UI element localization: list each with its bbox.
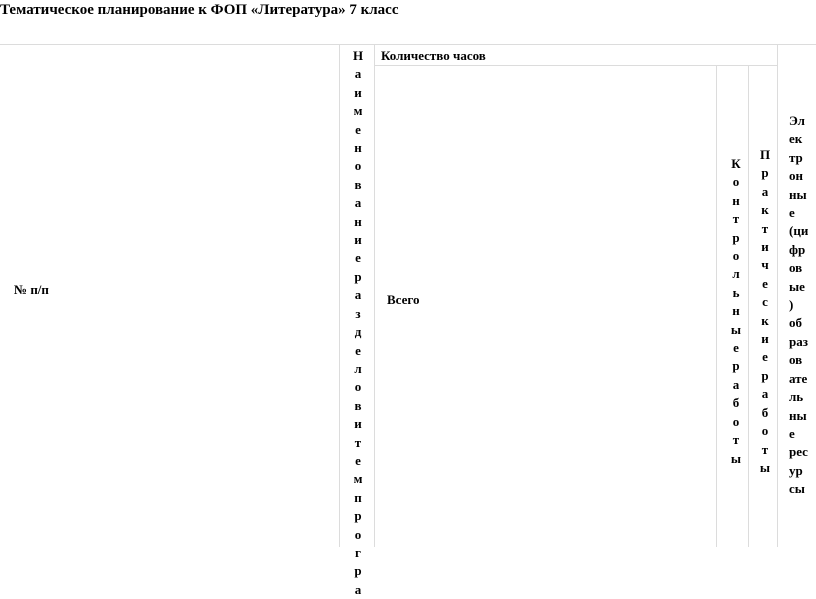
section-header-letter: н	[354, 140, 362, 156]
resources-header-line: ны	[789, 186, 807, 202]
col-divider-4	[748, 65, 749, 547]
resources-header-line: (ци	[789, 223, 809, 239]
resources-header-line: ны	[789, 407, 807, 423]
practice-header-letter: б	[761, 404, 769, 420]
tests-header-letter: о	[732, 248, 740, 264]
header-digital-resources	[789, 112, 816, 499]
header-total: Всего	[387, 292, 420, 307]
section-header-letter: о	[354, 526, 362, 542]
section-header-letter: а	[354, 66, 362, 82]
section-header-letter: м	[353, 103, 363, 119]
section-header-letter: п	[354, 489, 362, 505]
practice-header-letter: с	[762, 294, 768, 310]
section-header-letter: т	[354, 434, 362, 450]
header-practice	[757, 146, 773, 477]
section-header-letter: а	[354, 581, 362, 597]
section-header-letter: р	[354, 268, 362, 284]
practice-header-letter: к	[761, 202, 769, 218]
resources-header-line: ов	[789, 260, 803, 276]
section-header-letter: о	[354, 379, 362, 395]
tests-header-letter: о	[732, 174, 740, 190]
section-header-letter: р	[354, 563, 362, 579]
resources-header-line: рес	[789, 444, 808, 460]
section-header-letter: з	[355, 305, 361, 321]
section-header-letter: н	[354, 213, 362, 229]
section-header-letter: о	[354, 158, 362, 174]
section-header-letter: а	[354, 287, 362, 303]
resources-header-line: ые	[789, 278, 805, 294]
tests-header-letter: л	[732, 266, 740, 282]
resources-header-line: ль	[789, 389, 804, 405]
resources-header-line: Эл	[789, 113, 805, 128]
section-header-letter: е	[355, 452, 361, 468]
tests-header-letter: К	[731, 156, 741, 171]
tests-header-letter: т	[732, 432, 740, 448]
section-header-letter: и	[354, 416, 362, 432]
practice-header-letter: а	[761, 183, 769, 199]
table-top-border	[0, 44, 816, 45]
resources-header-line: фр	[789, 241, 806, 257]
header-hours: Количество часов	[381, 48, 486, 63]
col-divider-1	[339, 44, 340, 547]
tests-header-letter: н	[732, 192, 740, 208]
section-header-letter: р	[354, 508, 362, 524]
practice-header-letter: о	[761, 423, 769, 439]
tests-header-letter: е	[733, 340, 739, 356]
header-number: № п/п	[14, 282, 49, 297]
tests-header-letter: р	[732, 229, 740, 245]
section-header-letter: г	[355, 544, 361, 560]
practice-header-letter: ы	[759, 459, 771, 475]
practice-header-letter: е	[762, 349, 768, 365]
resources-header-line: ур	[789, 462, 803, 478]
section-header-letter: Н	[352, 48, 364, 63]
tests-header-letter: т	[732, 211, 740, 227]
section-header-letter: е	[355, 250, 361, 266]
col-divider-2	[374, 44, 375, 547]
section-header-letter: м	[353, 471, 363, 487]
resources-header-line: он	[789, 168, 803, 184]
resources-header-line: тр	[789, 149, 803, 165]
tests-header-letter: о	[732, 413, 740, 429]
practice-header-letter: ч	[761, 257, 769, 273]
resources-header-line: ек	[789, 131, 803, 147]
section-header-letter: и	[354, 84, 362, 100]
section-header-letter: в	[354, 176, 362, 192]
section-header-letter: в	[354, 397, 362, 413]
resources-header-line: об	[789, 315, 802, 331]
header-section-name	[350, 47, 366, 599]
practice-header-letter: и	[761, 331, 769, 347]
resources-header-line: сы	[789, 481, 805, 497]
practice-header-letter: т	[761, 220, 769, 236]
section-header-letter: и	[354, 232, 362, 248]
practice-header-letter: т	[761, 441, 769, 457]
tests-header-letter: ы	[730, 321, 742, 337]
practice-header-letter: е	[762, 275, 768, 291]
resources-header-line: )	[789, 297, 794, 313]
section-header-letter: л	[354, 360, 362, 376]
header-tests	[728, 155, 744, 468]
tests-header-letter: ь	[732, 284, 740, 300]
tests-header-letter: ы	[730, 450, 742, 466]
col-divider-3	[716, 65, 717, 547]
practice-header-letter: р	[761, 367, 769, 383]
resources-header-line: е	[789, 425, 795, 441]
practice-header-letter: к	[761, 312, 769, 328]
resources-header-line: е	[789, 205, 795, 221]
tests-header-letter: р	[732, 358, 740, 374]
resources-header-line: ов	[789, 352, 803, 368]
page-title: Тематическое планирование к ФОП «Литература» 7 класс	[0, 2, 399, 18]
section-header-letter: а	[354, 195, 362, 211]
practice-header-letter: а	[761, 386, 769, 402]
section-header-letter: д	[354, 324, 362, 340]
tests-header-letter: б	[732, 395, 740, 411]
section-header-letter: е	[355, 121, 361, 137]
practice-header-letter: П	[759, 147, 771, 162]
practice-header-letter: р	[761, 165, 769, 181]
tests-header-letter: а	[732, 376, 740, 392]
section-header-letter: е	[355, 342, 361, 358]
col-divider-5	[777, 44, 778, 547]
practice-header-letter: и	[761, 239, 769, 255]
resources-header-line: раз	[789, 333, 808, 349]
resources-header-line: ате	[789, 370, 808, 386]
tests-header-letter: н	[732, 303, 740, 319]
